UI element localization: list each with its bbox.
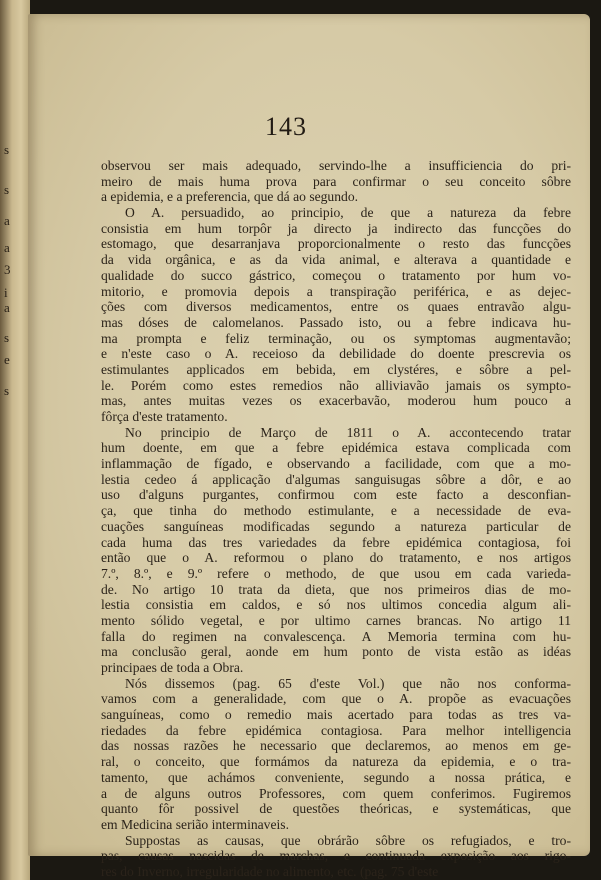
text-line: sanguíneas, como o remedio mais acertado para todas as tres va- (101, 707, 571, 723)
spine-character: a (4, 213, 10, 228)
text-line: tamento, que achámos conveniente, segundo a nossa prática, e (101, 769, 571, 785)
text-line: ma prompta e feliz terminação, ou os symptomas augmentavão; (101, 330, 571, 346)
text-line: mas dóses de calomelanos. Passado isto, ou a febre indicava hu- (101, 314, 571, 330)
spine-character: e (4, 352, 10, 367)
text-line: riedades da febre epidémica contagiosa. Para melhor intelligencia (101, 722, 571, 738)
text-line: estimulantes applicados em bebida, em clystéres, e sôbre a pel- (101, 361, 571, 377)
spine-character: s (4, 383, 10, 398)
text-line: hum doente, em que a febre epidémica estava complicada com (101, 440, 571, 456)
spine-character: a (4, 240, 10, 255)
book-spine-edge (0, 0, 30, 880)
text-line: ções com diversos medicamentos, entre os quaes entravão algu- (101, 299, 571, 315)
text-line: ral, o conceito, que formámos da natureza da epidemia, e o tra- (101, 754, 571, 770)
page-number: 143 (265, 112, 307, 141)
spine-character: a (4, 300, 10, 315)
text-line: pas, causas nascidas de marchas, e continuada exposição aos rigo- (101, 848, 571, 864)
text-line: uso d'alguns purgantes, confirmou com este facto a desconfian- (101, 487, 571, 503)
text-line: quanto fôr possivel de questões theóricas, e systemáticas, que (101, 801, 571, 817)
text-line: fôrça d'este tratamento. (101, 409, 228, 424)
text-line: cada huma das tres variedades da febre epidémica contagiosa, foi (101, 534, 571, 550)
text-line: principaes de toda a Obra. (101, 660, 244, 675)
text-line: mitorio, e promovia depois a transpiração periférica, e as dejec- (101, 283, 571, 299)
text-line: a de alguns outros Professores, com quem conferimos. Fugiremos (101, 785, 571, 801)
text-line: ça, que tinha do methodo estimulante, e a necessidade de eva- (101, 503, 571, 519)
paragraph (101, 158, 571, 205)
text-line: qualidade do succo gástrico, começou o tratamento por hum vo- (101, 267, 571, 283)
text-line: vamos com a generalidade, com que o A. propõe as evacuações (101, 691, 571, 707)
text-line: mas, antes muitas vezes os exacerbavão, moderou hum pouco a (101, 393, 571, 409)
text-line: consistia em hum torpôr ja directo ja indirecto das funcções do (101, 220, 571, 236)
text-line: O A. persuadido, ao principio, de que a natureza da febre (125, 205, 571, 221)
text-line: 7.º, 8.º, e 9.º refere o methodo, de que usou em cada varieda- (101, 565, 571, 581)
text-line: Nós dissemos (pag. 65 d'este Vol.) que não nos conforma- (125, 675, 571, 691)
spine-character: s (4, 182, 10, 197)
spine-character: i (4, 285, 8, 300)
spine-character: 3 (4, 262, 11, 277)
text-line: estomago, que desarranjava proporcionalmente o resto das funcções (101, 236, 571, 252)
text-line: então que o A. reformou o plano do tratamento, e nos artigos (101, 550, 571, 566)
text-line: falla do regimen na convalescença. A Memoria termina com hu- (101, 628, 571, 644)
spine-character: s (4, 142, 10, 157)
paragraph (101, 205, 571, 425)
text-line: e n'este caso o A. receioso da debilidade do doente prescrevia os (101, 346, 571, 362)
text-line: cuações sanguíneas modificadas segundo a natureza particular de (101, 518, 571, 534)
text-line: em Medicina serião interminaveis. (101, 816, 289, 832)
text-line: de. No artigo 10 trata da dieta, que nos primeiros dias de mo- (101, 581, 571, 597)
spine-character: s (4, 330, 10, 345)
paragraph (101, 833, 571, 880)
paragraph (101, 425, 571, 676)
text-line: No principio de Março de 1811 o A. accontecendo tratar (125, 424, 571, 440)
text-line: da vida orgânica, e as da vida animal, e alterava a quantidade e (101, 252, 571, 268)
text-line: res do Inverno, irregularidade no alimento, etc. (pag. 75 d'este (101, 863, 439, 879)
text-line: lestia consistia em caldos, e só nos ultimos concedia algum ali- (101, 597, 571, 613)
text-line: le. Porém como estes remedios não alliviavão jamais os sympto- (101, 377, 571, 393)
text-line: a epidemia, e a preferencia, que dá ao segundo. (101, 189, 359, 205)
text-line: mento sólido vegetal, e por ultimo carnes brancas. No artigo 11 (101, 612, 571, 628)
text-line: lestia cedeo á applicação d'algumas sanguisugas sôbre a dôr, e ao (101, 471, 571, 487)
text-line: ma conclusão geral, aonde em hum ponto de vista estão as idéas (101, 644, 571, 660)
text-line: Suppostas as causas, que obrárão sôbre os refugiados, e tro- (125, 832, 571, 848)
text-line: meiro de mais huma prova para confirmar o seu conceito sôbre (101, 173, 571, 189)
text-line: observou ser mais adequado, servindo-lhe a insufficiencia do pri- (101, 158, 571, 173)
text-line: inflammação de fígado, e observando a facilidade, com que a mo- (101, 456, 571, 472)
paragraph (101, 676, 571, 833)
body-text (101, 158, 571, 880)
text-line: das nossas razões he necessario que declaremos, ao menos em ge- (101, 738, 571, 754)
book-page (28, 14, 590, 879)
